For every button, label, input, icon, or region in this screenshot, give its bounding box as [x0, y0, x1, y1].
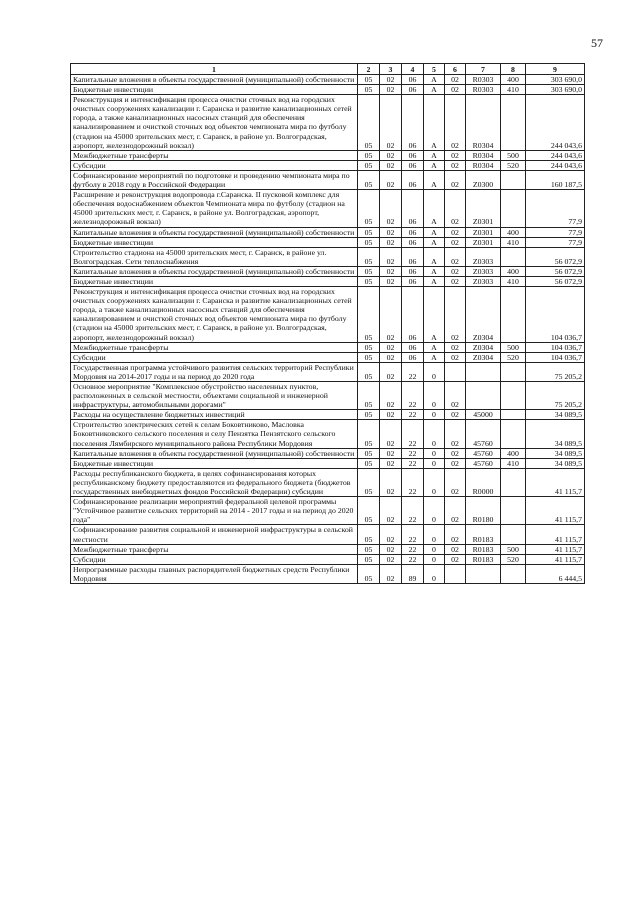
subprogram-code-cell: 0 [424, 564, 445, 583]
expense-type-code-cell [501, 382, 526, 410]
header-cell: 4 [402, 64, 424, 75]
table-row [71, 190, 585, 227]
direction-code-cell: R0183 [466, 525, 501, 544]
subsection-code-cell: 02 [380, 75, 402, 85]
expense-type-code-cell: 400 [501, 227, 526, 237]
item-name-cell: Межбюджетные трансферты [71, 544, 358, 554]
expense-type-code-cell [501, 525, 526, 544]
program-code-cell: 22 [402, 468, 424, 496]
expense-type-code-cell: 400 [501, 75, 526, 85]
event-code-cell: 02 [445, 95, 466, 151]
program-code-cell: 22 [402, 382, 424, 410]
item-name-cell: Бюджетные инвестиции [71, 276, 358, 286]
amount-cell: 77,9 [526, 227, 585, 237]
section-code-cell: 05 [358, 75, 380, 85]
section-code-cell: 05 [358, 554, 380, 564]
amount-cell: 34 089,5 [526, 448, 585, 458]
program-code-cell: 06 [402, 95, 424, 151]
header-cell: 6 [445, 64, 466, 75]
subprogram-code-cell: 0 [424, 362, 445, 381]
program-code-cell: 22 [402, 420, 424, 448]
event-code-cell: 02 [445, 170, 466, 189]
section-code-cell: 05 [358, 276, 380, 286]
table-row [71, 95, 585, 151]
program-code-cell: 06 [402, 75, 424, 85]
subprogram-code-cell: 0 [424, 544, 445, 554]
table-row [71, 468, 585, 496]
table-row [71, 458, 585, 468]
program-code-cell: 22 [402, 497, 424, 525]
program-code-cell: 22 [402, 544, 424, 554]
subsection-code-cell: 02 [380, 160, 402, 170]
amount-cell: 104 036,7 [526, 352, 585, 362]
event-code-cell: 02 [445, 420, 466, 448]
event-code-cell: 02 [445, 150, 466, 160]
amount-cell: 244 043,6 [526, 95, 585, 151]
event-code-cell: 02 [445, 276, 466, 286]
program-code-cell: 22 [402, 458, 424, 468]
item-name-cell: Расширение и реконструкция водопровода г.Саранска. II пусковой комплекс для обеспечения водоснабжением объектов Чемпионата мира по футболу (стадион на 45000 зрительских мест, г. Саранск, в районе ул. Волгоградская, аэропорт, железнодорожный вокзал) [71, 190, 358, 227]
subsection-code-cell: 02 [380, 342, 402, 352]
direction-code-cell: Z0304 [466, 342, 501, 352]
section-code-cell: 05 [358, 190, 380, 227]
table-row [71, 544, 585, 554]
program-code-cell: 89 [402, 564, 424, 583]
subprogram-code-cell: А [424, 150, 445, 160]
expense-type-code-cell [501, 287, 526, 343]
subprogram-code-cell: 0 [424, 448, 445, 458]
subprogram-code-cell: 0 [424, 458, 445, 468]
table-row [71, 227, 585, 237]
table-row [71, 554, 585, 564]
item-name-cell: Субсидии [71, 352, 358, 362]
item-name-cell: Расходы на осуществление бюджетных инвестиций [71, 410, 358, 420]
amount-cell: 6 444,5 [526, 564, 585, 583]
item-name-cell: Бюджетные инвестиции [71, 458, 358, 468]
subprogram-code-cell: 0 [424, 420, 445, 448]
subsection-code-cell: 02 [380, 352, 402, 362]
event-code-cell: 02 [445, 544, 466, 554]
direction-code-cell: R0303 [466, 75, 501, 85]
item-name-cell: Строительство электрических сетей к селам Боковтниково, Масловка Боковтниковского сельского поселения и селу Пензятка Пензятского сельского поселения Лямбирского муниципального района Республики Мордовия [71, 420, 358, 448]
amount-cell: 41 115,7 [526, 468, 585, 496]
table-row [71, 497, 585, 525]
expense-type-code-cell: 520 [501, 352, 526, 362]
subsection-code-cell: 02 [380, 95, 402, 151]
amount-cell: 104 036,7 [526, 342, 585, 352]
item-name-cell: Капитальные вложения в объекты государственной (муниципальной) собственности [71, 75, 358, 85]
event-code-cell: 02 [445, 468, 466, 496]
section-code-cell: 05 [358, 227, 380, 237]
section-code-cell: 05 [358, 247, 380, 266]
amount-cell: 56 072,9 [526, 247, 585, 266]
expense-type-code-cell: 410 [501, 85, 526, 95]
section-code-cell: 05 [358, 160, 380, 170]
header-cell: 9 [526, 64, 585, 75]
program-code-cell: 22 [402, 525, 424, 544]
table-row [71, 170, 585, 189]
item-name-cell: Строительство стадиона на 45000 зрительских мест, г. Саранск, в районе ул. Волгоградская. Сети теплоснабжения [71, 247, 358, 266]
direction-code-cell: Z0304 [466, 287, 501, 343]
event-code-cell: 02 [445, 448, 466, 458]
direction-code-cell: R0183 [466, 544, 501, 554]
direction-code-cell: Z0303 [466, 247, 501, 266]
event-code-cell: 02 [445, 458, 466, 468]
subprogram-code-cell: А [424, 342, 445, 352]
program-code-cell: 06 [402, 160, 424, 170]
table-row [71, 276, 585, 286]
item-name-cell: Софинансирование реализации мероприятий федеральной целевой программы "Устойчивое развитие сельских территорий на 2014 - 2017 годы и на период до 2020 года" [71, 497, 358, 525]
expense-type-code-cell: 500 [501, 342, 526, 352]
program-code-cell: 06 [402, 190, 424, 227]
subsection-code-cell: 02 [380, 525, 402, 544]
program-code-cell: 06 [402, 247, 424, 266]
section-code-cell: 05 [358, 362, 380, 381]
subsection-code-cell: 02 [380, 276, 402, 286]
program-code-cell: 22 [402, 448, 424, 458]
item-name-cell: Межбюджетные трансферты [71, 342, 358, 352]
item-name-cell: Капитальные вложения в объекты государственной (муниципальной) собственности [71, 448, 358, 458]
item-name-cell: Бюджетные инвестиции [71, 237, 358, 247]
section-code-cell: 05 [358, 85, 380, 95]
subsection-code-cell: 02 [380, 190, 402, 227]
subprogram-code-cell: А [424, 276, 445, 286]
expense-type-code-cell: 410 [501, 276, 526, 286]
event-code-cell: 02 [445, 160, 466, 170]
program-code-cell: 06 [402, 85, 424, 95]
event-code-cell: 02 [445, 237, 466, 247]
subprogram-code-cell: А [424, 352, 445, 362]
subsection-code-cell: 02 [380, 420, 402, 448]
direction-code-cell: 45000 [466, 410, 501, 420]
section-code-cell: 05 [358, 564, 380, 583]
program-code-cell: 06 [402, 150, 424, 160]
event-code-cell: 02 [445, 554, 466, 564]
section-code-cell: 05 [358, 525, 380, 544]
amount-cell: 244 043,6 [526, 160, 585, 170]
expense-type-code-cell: 410 [501, 237, 526, 247]
direction-code-cell: R0000 [466, 468, 501, 496]
expense-type-code-cell [501, 247, 526, 266]
subprogram-code-cell: 0 [424, 525, 445, 544]
direction-code-cell: R0303 [466, 85, 501, 95]
program-code-cell: 22 [402, 554, 424, 564]
program-code-cell: 06 [402, 266, 424, 276]
section-code-cell: 05 [358, 266, 380, 276]
item-name-cell: Субсидии [71, 160, 358, 170]
subprogram-code-cell: А [424, 95, 445, 151]
amount-cell: 41 115,7 [526, 544, 585, 554]
item-name-cell: Реконструкция и интенсификация процесса очистки сточных вод на городских очистных сооружениях канализации г. Саранска и развитие канализационных сетей города, а также канализационных насосных станций для обеспечения канализированием и очисткой сточных вод объектов чемпионата мира по футболу (стадион на 45000 зрительских мест, г. Саранск, в районе ул. Волгоградская, аэропорт, железнодорожный вокзал) [71, 95, 358, 151]
event-code-cell: 02 [445, 287, 466, 343]
header-cell: 1 [71, 64, 358, 75]
subsection-code-cell: 02 [380, 410, 402, 420]
subprogram-code-cell: 0 [424, 554, 445, 564]
section-code-cell: 05 [358, 287, 380, 343]
subsection-code-cell: 02 [380, 150, 402, 160]
amount-cell: 77,9 [526, 190, 585, 227]
item-name-cell: Софинансирование мероприятий по подготовке и проведению чемпионата мира по футболу в 2018 году в Российской Федерации [71, 170, 358, 189]
expense-type-code-cell: 500 [501, 150, 526, 160]
header-cell: 7 [466, 64, 501, 75]
direction-code-cell: Z0300 [466, 170, 501, 189]
program-code-cell: 06 [402, 287, 424, 343]
expense-type-code-cell [501, 420, 526, 448]
expense-type-code-cell: 520 [501, 554, 526, 564]
item-name-cell: Расходы республиканского бюджета, в целях софинансирования которых республиканскому бюджету предоставляются из федерального бюджета (бюджетов государственных внебюджетных фондов Российской Федерации) субсидии [71, 468, 358, 496]
subsection-code-cell: 02 [380, 287, 402, 343]
table-row [71, 352, 585, 362]
section-code-cell: 05 [358, 342, 380, 352]
event-code-cell: 02 [445, 352, 466, 362]
subsection-code-cell: 02 [380, 544, 402, 554]
event-code-cell: 02 [445, 190, 466, 227]
direction-code-cell [466, 382, 501, 410]
item-name-cell: Основное мероприятие "Комплексное обустройство населенных пунктов, расположенных в сельской местности, объектами социальной и инженерной инфраструктуры, автомобильными дорогами" [71, 382, 358, 410]
subprogram-code-cell: А [424, 85, 445, 95]
amount-cell: 75 205,2 [526, 382, 585, 410]
subsection-code-cell: 02 [380, 247, 402, 266]
program-code-cell: 22 [402, 362, 424, 381]
direction-code-cell: 45760 [466, 448, 501, 458]
direction-code-cell: R0304 [466, 95, 501, 151]
subsection-code-cell: 02 [380, 237, 402, 247]
direction-code-cell: R0304 [466, 160, 501, 170]
event-code-cell: 02 [445, 85, 466, 95]
header-cell: 5 [424, 64, 445, 75]
section-code-cell: 05 [358, 544, 380, 554]
direction-code-cell: Z0304 [466, 352, 501, 362]
amount-cell: 34 089,5 [526, 420, 585, 448]
section-code-cell: 05 [358, 150, 380, 160]
table-row [71, 75, 585, 85]
amount-cell: 244 043,6 [526, 150, 585, 160]
event-code-cell: 02 [445, 227, 466, 237]
subsection-code-cell: 02 [380, 564, 402, 583]
expense-type-code-cell [501, 497, 526, 525]
subsection-code-cell: 02 [380, 362, 402, 381]
item-name-cell: Межбюджетные трансферты [71, 150, 358, 160]
table-row [71, 410, 585, 420]
amount-cell: 41 115,7 [526, 497, 585, 525]
expense-type-code-cell [501, 95, 526, 151]
subsection-code-cell: 02 [380, 382, 402, 410]
subsection-code-cell: 02 [380, 227, 402, 237]
table-row [71, 266, 585, 276]
expense-type-code-cell [501, 564, 526, 583]
program-code-cell: 06 [402, 342, 424, 352]
table-row [71, 448, 585, 458]
event-code-cell: 02 [445, 410, 466, 420]
table-row [71, 287, 585, 343]
section-code-cell: 05 [358, 352, 380, 362]
subprogram-code-cell: А [424, 190, 445, 227]
direction-code-cell: R0183 [466, 554, 501, 564]
amount-cell: 41 115,7 [526, 525, 585, 544]
subsection-code-cell: 02 [380, 468, 402, 496]
event-code-cell: 02 [445, 247, 466, 266]
event-code-cell: 02 [445, 266, 466, 276]
section-code-cell: 05 [358, 95, 380, 151]
expense-type-code-cell: 400 [501, 266, 526, 276]
event-code-cell: 02 [445, 75, 466, 85]
section-code-cell: 05 [358, 237, 380, 247]
expense-type-code-cell [501, 468, 526, 496]
subprogram-code-cell: 0 [424, 382, 445, 410]
expense-type-code-cell [501, 362, 526, 381]
item-name-cell: Капитальные вложения в объекты государственной (муниципальной) собственности [71, 227, 358, 237]
amount-cell: 303 690,0 [526, 75, 585, 85]
expense-type-code-cell [501, 190, 526, 227]
header-row [71, 64, 585, 75]
table-row [71, 564, 585, 583]
program-code-cell: 06 [402, 352, 424, 362]
table-row [71, 160, 585, 170]
subprogram-code-cell: 0 [424, 497, 445, 525]
event-code-cell [445, 362, 466, 381]
direction-code-cell: Z0301 [466, 237, 501, 247]
amount-cell: 34 089,5 [526, 458, 585, 468]
subsection-code-cell: 02 [380, 266, 402, 276]
amount-cell: 34 089,5 [526, 410, 585, 420]
expense-type-code-cell [501, 170, 526, 189]
section-code-cell: 05 [358, 497, 380, 525]
subsection-code-cell: 02 [380, 448, 402, 458]
program-code-cell: 22 [402, 410, 424, 420]
section-code-cell: 05 [358, 170, 380, 189]
table-row [71, 362, 585, 381]
event-code-cell: 02 [445, 497, 466, 525]
section-code-cell: 05 [358, 382, 380, 410]
amount-cell: 56 072,9 [526, 276, 585, 286]
direction-code-cell: 45760 [466, 458, 501, 468]
event-code-cell [445, 564, 466, 583]
amount-cell: 303 690,0 [526, 85, 585, 95]
program-code-cell: 06 [402, 227, 424, 237]
section-code-cell: 05 [358, 410, 380, 420]
section-code-cell: 05 [358, 420, 380, 448]
expense-type-code-cell: 520 [501, 160, 526, 170]
subsection-code-cell: 02 [380, 170, 402, 189]
amount-cell: 160 187,5 [526, 170, 585, 189]
table-row [71, 247, 585, 266]
subprogram-code-cell: А [424, 287, 445, 343]
direction-code-cell: Z0301 [466, 227, 501, 237]
item-name-cell: Софинансирование развития социальной и инженерной инфраструктуры в сельской местности [71, 525, 358, 544]
item-name-cell: Капитальные вложения в объекты государственной (муниципальной) собственности [71, 266, 358, 276]
subprogram-code-cell: А [424, 170, 445, 189]
subprogram-code-cell: 0 [424, 468, 445, 496]
item-name-cell: Государственная программа устойчивого развития сельских территорий Республики Мордовия на 2014-2017 годы и на период до 2020 года [71, 362, 358, 381]
subsection-code-cell: 02 [380, 85, 402, 95]
item-name-cell: Непрограммные расходы главных распорядителей бюджетных средств Республики Мордовия [71, 564, 358, 583]
header-cell: 2 [358, 64, 380, 75]
table-row [71, 85, 585, 95]
program-code-cell: 06 [402, 237, 424, 247]
subprogram-code-cell: А [424, 237, 445, 247]
subsection-code-cell: 02 [380, 554, 402, 564]
amount-cell: 75 205,2 [526, 362, 585, 381]
subprogram-code-cell: А [424, 266, 445, 276]
amount-cell: 56 072,9 [526, 266, 585, 276]
subprogram-code-cell: А [424, 227, 445, 237]
subsection-code-cell: 02 [380, 458, 402, 468]
subprogram-code-cell: А [424, 75, 445, 85]
item-name-cell: Бюджетные инвестиции [71, 85, 358, 95]
section-code-cell: 05 [358, 458, 380, 468]
direction-code-cell: R0180 [466, 497, 501, 525]
program-code-cell: 06 [402, 276, 424, 286]
expense-type-code-cell [501, 410, 526, 420]
section-code-cell: 05 [358, 448, 380, 458]
table-row [71, 420, 585, 448]
direction-code-cell: R0304 [466, 150, 501, 160]
item-name-cell: Субсидии [71, 554, 358, 564]
page-number: 57 [591, 36, 603, 50]
event-code-cell: 02 [445, 525, 466, 544]
subprogram-code-cell: А [424, 247, 445, 266]
item-name-cell: Реконструкция и интенсификация процесса очистки сточных вод на городских очистных сооружениях канализации г. Саранска и развитие канализационных сетей города, а также канализационных насосных станций для обеспечения канализированием и очисткой сточных вод объектов чемпионата мира по футболу (стадион на 45000 зрительских мест, г. Саранск, в районе ул. Волгоградская, аэропорт, железнодорожный вокзал) [71, 287, 358, 343]
event-code-cell: 02 [445, 382, 466, 410]
budget-table [70, 63, 585, 584]
amount-cell: 104 036,7 [526, 287, 585, 343]
expense-type-code-cell: 500 [501, 544, 526, 554]
table-row [71, 237, 585, 247]
amount-cell: 77,9 [526, 237, 585, 247]
subprogram-code-cell: А [424, 160, 445, 170]
program-code-cell: 06 [402, 170, 424, 189]
subsection-code-cell: 02 [380, 497, 402, 525]
table-row [71, 150, 585, 160]
direction-code-cell: Z0301 [466, 190, 501, 227]
header-cell: 3 [380, 64, 402, 75]
direction-code-cell [466, 362, 501, 381]
table-row [71, 525, 585, 544]
subprogram-code-cell: 0 [424, 410, 445, 420]
amount-cell: 41 115,7 [526, 554, 585, 564]
direction-code-cell: 45760 [466, 420, 501, 448]
expense-type-code-cell: 410 [501, 458, 526, 468]
table-row [71, 382, 585, 410]
direction-code-cell: Z0303 [466, 266, 501, 276]
event-code-cell: 02 [445, 342, 466, 352]
header-cell: 8 [501, 64, 526, 75]
direction-code-cell [466, 564, 501, 583]
section-code-cell: 05 [358, 468, 380, 496]
direction-code-cell: Z0303 [466, 276, 501, 286]
table-row [71, 342, 585, 352]
expense-type-code-cell: 400 [501, 448, 526, 458]
